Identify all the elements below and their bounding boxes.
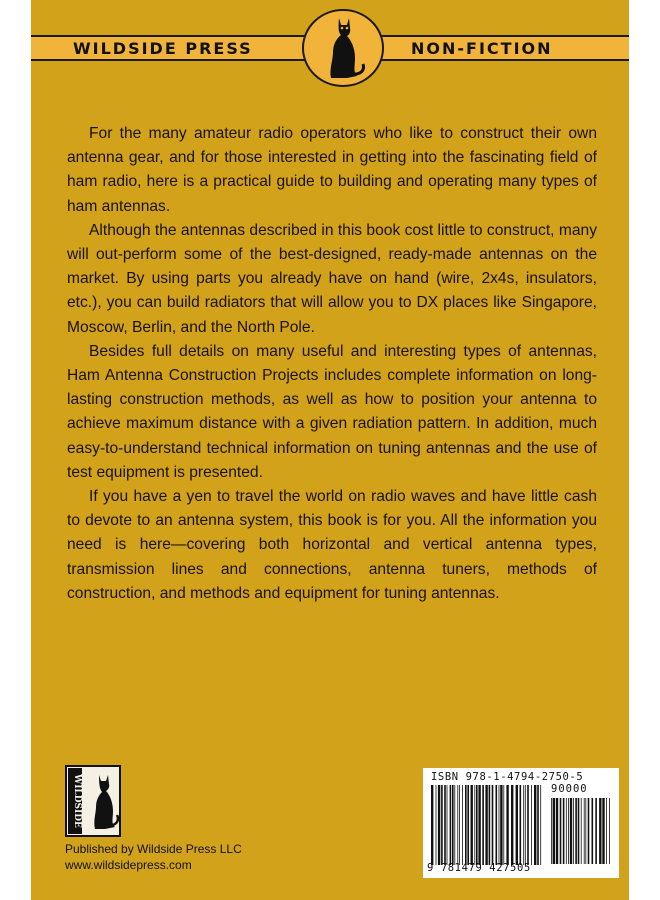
barcode-bar [506,785,508,865]
barcode-bar [476,785,478,865]
barcode-bar [511,785,513,865]
barcode-bar [599,798,601,864]
barcode-bar [570,798,572,864]
barcode-bar [575,798,577,864]
barcode-bar [581,798,582,864]
ean-number: 9 781479 427505 [427,862,531,874]
isbn-barcode [423,768,619,878]
barcode-bar [595,798,597,864]
barcode-bar [588,798,590,864]
barcode-bar [537,785,539,865]
barcode-bar [527,785,529,865]
barcode-bar [496,785,498,865]
barcode-bar [566,798,567,864]
barcode-bar [602,798,604,864]
barcode-bar [551,798,552,864]
description-paragraph: Although the antennas described in this book cost little to construct, many will out-perform some of the best-designed, ready-made antennas on the market. By using parts you already have on hand (wire, 2x4s, insulators, etc.), you can build radiators that will allow you to DX places like Singapore, Moscow, Berlin, and the North Pole. [67,221,597,336]
barcode-bar [553,798,555,864]
barcode-bar [503,785,504,865]
barcode-bar [431,785,433,865]
barcode-bar [516,785,518,865]
barcode-bar [534,785,536,865]
barcode-bar [452,785,454,865]
description-paragraph: Besides full details on many useful and interesting types of antennas, Ham Antenna Construction Projects includes complete information on long-lasting construction methods, as well as how to position your antenna to achieve maximum distance with a given radiation pattern. In addition, much easy-to-understand technical information on tuning antennas and the use of test equipment is presented. [67,342,597,481]
published-by: Published by Wildside Press LLC [65,842,242,856]
barcode-bar [500,785,502,865]
barcode-bar [471,785,473,865]
barcode-bar [450,785,452,865]
barcode-bar [489,785,491,865]
barcode-bar [499,785,500,865]
back-cover [31,0,629,900]
imprint [65,841,242,873]
barcode-bar [563,798,565,864]
barcode-bar [573,798,574,864]
barcode-bar [606,798,607,864]
barcode-bar [584,798,585,864]
barcode-bar [474,785,475,865]
barcode-bar [465,785,467,865]
description-paragraph: If you have a yen to travel the world on radio waves and have little cash to devote to an antenna system, this book is for you. All the information you need is here—covering both horizontal and vertical antenna types, transmission lines and connections, antenna tuners, methods of construction, and methods and equipment for tuning antennas. [67,488,597,602]
barcode-bar [454,785,455,865]
barcode-bar [485,785,487,865]
barcode-bar [441,785,443,865]
description-text [67,122,597,606]
barcode-bar [609,798,610,864]
barcode-bar [478,785,480,865]
barcode-bar [540,785,541,865]
barcode-bar [462,785,463,865]
barcode-bar [523,785,524,865]
website-link[interactable]: www.wildsidepress.com [65,858,192,872]
barcode-bar [444,785,446,865]
price-code: 90000 [551,783,588,795]
barcode-bar [447,785,448,865]
barcode-bar [438,785,440,865]
barcode-bar [467,785,469,865]
publisher-name: WILDSIDE PRESS [73,39,253,58]
barcode-bar [492,785,494,865]
barcode-bar [525,785,526,865]
barcode-bar [578,798,580,864]
price-barcode-bars [551,798,611,864]
barcode-bar [560,798,562,864]
barcode-bar [459,785,460,865]
barcode-bar [556,798,558,864]
wildside-logo [65,765,121,837]
barcode-bar [520,785,522,865]
barcode-bar [592,798,594,864]
black-cat-icon [299,8,387,88]
barcode-bar [531,785,532,865]
barcode-bar [585,798,586,864]
isbn-label: ISBN 978-1-4794-2750-5 [431,771,584,783]
barcode-bar [482,785,484,865]
barcode-bar [436,785,437,865]
barcode-bar [568,798,569,864]
ean-barcode-bars [431,785,543,865]
wildside-logo-text: WILDSIDE [72,774,82,828]
category-label: NON-FICTION [411,39,553,58]
description-paragraph: For the many amateur radio operators who like to construct their own antenna gear, and for those interested in getting into the fascinating field of ham radio, here is a practical guide to building and operating many types of ham antennas. [67,125,597,215]
barcode-bar [457,785,458,865]
